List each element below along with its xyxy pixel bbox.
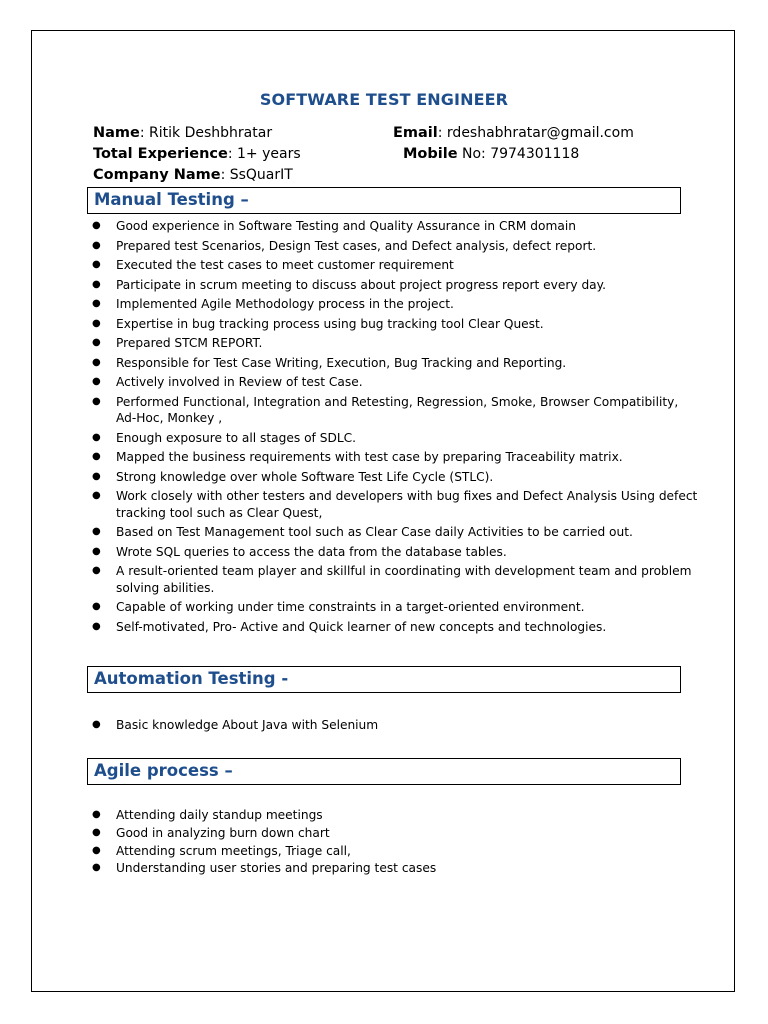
name-value: : Ritik Deshbhratar [139, 125, 273, 141]
bullet-icon: ● [92, 826, 101, 838]
list-item [90, 394, 679, 427]
experience-label: Total Experience [93, 146, 228, 162]
bullet-icon: ● [92, 337, 101, 348]
list-item-text: Mapped the business requirements with test case by preparing Traceability matrix. [116, 450, 623, 464]
bullet-icon: ● [92, 526, 101, 537]
list-item-text: Attending scrum meetings, Triage call, [116, 843, 351, 858]
list-item [90, 563, 692, 596]
list-item [90, 717, 670, 734]
email-value: : rdeshabhratar@gmail.com [437, 125, 634, 141]
document-title: SOFTWARE TEST ENGINEER [259, 90, 509, 109]
list-item [90, 599, 670, 616]
list-item [90, 257, 670, 274]
bullet-icon: ● [92, 317, 101, 329]
mobile-value: No: 7974301118 [457, 146, 580, 162]
bullet-icon: ● [92, 395, 101, 407]
list-item-text: Executed the test cases to meet customer requirement [116, 258, 454, 272]
mobile-line [403, 145, 579, 163]
list-item-text: Self-motivated, Pro- Active and Quick learner of new concepts and technologies. [116, 619, 607, 634]
email-label: Email [393, 125, 438, 141]
name-line [93, 124, 272, 142]
list-item-text: Ad-Hoc, Monkey , [116, 411, 223, 425]
list-item-text: Good in analyzing burn down chart [116, 825, 330, 840]
bullet-icon: ● [92, 259, 101, 270]
list-item [90, 374, 670, 391]
list-item-text: Participate in scrum meeting to discuss about project progress report every day. [116, 277, 607, 292]
list-item-text: Basic knowledge About Java with Selenium [116, 718, 379, 732]
bullet-icon: ● [92, 239, 101, 251]
list-item [90, 355, 670, 372]
list-item-text: Attending daily standup meetings [116, 808, 323, 822]
list-item [90, 218, 670, 235]
list-item [90, 524, 670, 541]
list-item-text: Work closely with other testers and developers with bug fixes and Defect Analysis Using defect [116, 489, 698, 503]
email-line [393, 124, 634, 142]
list-item [90, 316, 670, 333]
list-item-text: Capable of working under time constraints in a target-oriented environment. [116, 600, 585, 614]
manual-testing-list [90, 218, 698, 635]
bullet-icon: ● [92, 809, 101, 820]
list-item [90, 807, 670, 824]
bullet-icon: ● [92, 470, 101, 482]
bullet-icon: ● [92, 719, 101, 730]
list-item-text: Enough exposure to all stages of SDLC. [116, 430, 357, 445]
list-item [90, 277, 670, 294]
company-label: Company Name [93, 167, 221, 183]
bullet-icon: ● [92, 601, 101, 612]
bullet-icon: ● [92, 490, 101, 501]
company-line [93, 166, 293, 184]
list-item-text: Responsible for Test Case Writing, Execution, Bug Tracking and Reporting. [116, 355, 567, 370]
list-item [90, 860, 670, 877]
list-item-text: Strong knowledge over whole Software Test Life Cycle (STLC). [116, 469, 494, 484]
list-item [90, 238, 670, 255]
list-item [90, 430, 670, 447]
manual-testing-heading: Manual Testing – [87, 187, 681, 214]
experience-value: : 1+ years [227, 146, 301, 162]
list-item-text: Prepared test Scenarios, Design Test cases, and Defect analysis, defect report. [116, 238, 597, 253]
bullet-icon: ● [92, 376, 101, 387]
automation-testing-list [90, 717, 670, 734]
automation-testing-heading: Automation Testing - [87, 666, 681, 693]
name-label: Name [93, 125, 140, 141]
list-item-text: Wrote SQL queries to access the data from the database tables. [116, 544, 507, 559]
list-item-text: tracking tool such as Clear Quest, [116, 505, 323, 520]
list-item [90, 296, 670, 313]
list-item-text: Understanding user stories and preparing test cases [116, 861, 437, 876]
bullet-icon: ● [92, 220, 101, 231]
list-item-text: Expertise in bug tracking process using bug tracking tool Clear Quest. [116, 316, 544, 331]
list-item [90, 469, 670, 486]
list-item-text: A result-oriented team player and skillful in coordinating with development team and problem [116, 564, 692, 578]
list-item-text: solving abilities. [116, 580, 215, 595]
bullet-icon: ● [92, 565, 101, 576]
list-item [90, 335, 670, 352]
list-item [90, 449, 670, 466]
list-item [90, 544, 670, 561]
list-item [90, 825, 670, 842]
bullet-icon: ● [92, 451, 101, 462]
bullet-icon: ● [92, 545, 101, 557]
list-item-text: Prepared STCM REPORT. [116, 336, 263, 350]
bullet-icon: ● [92, 844, 101, 856]
bullet-icon: ● [92, 862, 101, 874]
list-item [90, 619, 670, 636]
list-item [90, 488, 698, 521]
list-item [90, 843, 670, 860]
experience-line [93, 145, 301, 163]
list-item-text: Performed Functional, Integration and Retesting, Regression, Smoke, Browser Compatibility, [116, 394, 679, 409]
agile-process-heading: Agile process – [87, 758, 681, 785]
bullet-icon: ● [92, 620, 101, 632]
list-item-text: Actively involved in Review of test Case. [116, 375, 363, 389]
list-item-text: Good experience in Software Testing and Quality Assurance in CRM domain [116, 219, 576, 233]
bullet-icon: ● [92, 278, 101, 290]
agile-process-list [90, 807, 670, 877]
bullet-icon: ● [92, 431, 101, 443]
mobile-label: Mobile [403, 146, 458, 162]
bullet-icon: ● [92, 298, 101, 309]
list-item-text: Implemented Agile Methodology process in the project. [116, 297, 454, 311]
bullet-icon: ● [92, 356, 101, 368]
list-item-text: Based on Test Management tool such as Clear Case daily Activities to be carried out. [116, 525, 633, 539]
company-value: : SsQuarIT [220, 167, 293, 183]
